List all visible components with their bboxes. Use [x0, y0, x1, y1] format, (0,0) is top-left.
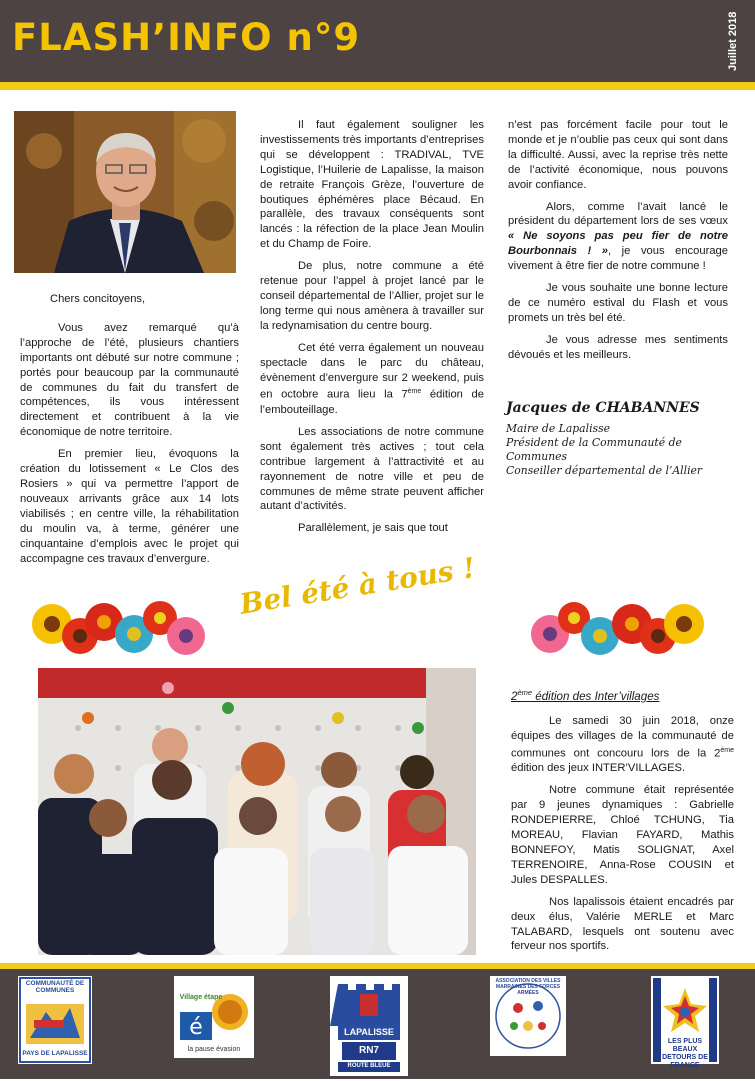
lapalisse-rn7-logo	[330, 976, 408, 1076]
flower-icon	[167, 617, 205, 655]
logo-caption: PAYS DE LAPALISSE	[22, 1050, 88, 1057]
logo-caption: LAPALISSE	[344, 1027, 394, 1037]
logo-caption: Village étape	[179, 994, 223, 1001]
beaux-detours-logo	[651, 976, 719, 1069]
mayor-photo	[14, 111, 236, 273]
mayor-portrait-illustration	[14, 111, 236, 273]
signatory-title: Maire de Lapalisse	[506, 422, 610, 435]
logo-caption: la pause évasion	[187, 1046, 241, 1053]
flower-icon	[664, 604, 704, 644]
intervillages-title	[511, 688, 736, 703]
summer-banner-text: Bel été à tous !	[237, 550, 478, 621]
signature-block	[506, 400, 738, 478]
quote: « Ne soyons pas peu fier de notre Bourbonnais ! »	[508, 230, 728, 258]
intervillages-text	[511, 714, 734, 961]
logo-caption: LES PLUS BEAUX DETOURS DE FRANCE	[662, 1038, 708, 1069]
village-etape-logo	[174, 976, 254, 1058]
letter-paragraph: En premier lieu, évoquons la création du lotissement « Le Clos des Rosiers » qui va permettre l’apport de nouveaux arrivants grâce aux 14 lots viabilisés ; en centre ville, la réhabilitation du moulin va, à terme, générer une cinquantaine d’emplois avec le projet qui accompagne ces travaux d’envergure.	[20, 448, 239, 565]
flowers-decoration-right	[528, 600, 708, 658]
letter-paragraph	[508, 200, 728, 275]
letter-greeting: Chers concitoyens,	[50, 293, 146, 305]
footer-stripe	[0, 963, 755, 969]
signatory-title: Président de la Communauté de Communes	[506, 436, 682, 463]
newsletter-title: FLASH’INFO n°9	[12, 16, 361, 59]
letter-paragraph: Je vous souhaite une bonne lecture de ce numéro estival du Flash et vous promets un très bel été.	[508, 282, 728, 324]
text-fragment: édition des jeux INTER’VILLAGES.	[511, 762, 686, 775]
letter-paragraph: Les associations de notre commune sont également très actives ; tout cela contribue largement à l’attractivité et au rayonnement de notre ville et peu de communes de même strate peuvent afficher autant d’activités.	[260, 425, 484, 513]
text-fragment: Alors, comme l’avait lancé le président du département lors de ses vœux	[508, 200, 728, 228]
flowers-decoration-left	[30, 600, 215, 658]
header-stripe	[0, 82, 755, 90]
group-photo-illustration	[38, 668, 476, 955]
text-fragment: 2	[511, 689, 518, 703]
logo-caption: RN7	[358, 1045, 379, 1056]
letter-column-1	[20, 292, 239, 573]
superscript: ème	[720, 746, 734, 754]
letter-paragraph: De plus, notre commune a été retenue pour l’appel à projet lancé par le conseil départemental de l’Allier, projet sur le long terme qui nous amènera à travailler sur la redynamisation du centre bourg.	[260, 260, 484, 332]
superscript: ème	[407, 388, 422, 396]
letter-paragraph: Je vous adresse mes sentiments dévoués et les meilleurs.	[508, 333, 728, 361]
logo-caption: COMMUNAUTÉ DE COMMUNES	[25, 980, 85, 994]
letter-paragraph: n’est pas forcément facile pour tout le monde et je n’oublie pas ceux qui sont dans la difficulté. Aussi, avec la reprise très nette de l’activité économique, nous pouvons avoir confiance.	[508, 119, 728, 191]
issue-date: Juillet 2018	[727, 11, 739, 71]
text-fragment: , je vous encourage vivement à être fier de notre commune !	[508, 245, 728, 273]
intervillages-group-photo	[38, 668, 476, 955]
signatory-title: Conseiller départemental de l’Allier	[506, 464, 703, 477]
article-paragraph	[511, 714, 734, 776]
community-of-communes-logo	[18, 976, 92, 1064]
signatory-name: Jacques de CHABANNES	[506, 400, 700, 416]
text-fragment: Cet été verra également un nouveau spectacle dans le parc du château, évènement d’envergure sur 2 weekend, puis en octobre aura lieu la 7	[260, 341, 484, 402]
letter-column-3	[508, 118, 728, 370]
letter-column-2	[260, 118, 484, 543]
letter-paragraph: Parallèlement, je sais que tout	[298, 522, 448, 535]
logo-caption: ASSOCIATION DES VILLES MARRAINES DES FORCES ARMÉES	[495, 978, 561, 996]
letter-paragraph: Il faut également souligner les investissements très importants d’entreprises qui se développent : TRADIVAL, TVE Logistique, l’Huilerie de Lapalisse, la maison de retraite François Grèze, l’ouverture de boutiques éphémères place Bécaud. En parallèle, des travaux conséquents sont lancés : la réfection de la place Jean Moulin et du Champ de Foire.	[260, 119, 484, 251]
letter-paragraph	[260, 341, 484, 418]
article-paragraph: Nos lapalissois étaient encadrés par deux élus, Valérie MERLE et Marc TALABARD, lesquels ont soutenu avec ferveur nos sportifs.	[511, 895, 734, 953]
superscript: ème	[517, 688, 533, 697]
text-fragment: Le samedi 30 juin 2018, onze équipes des villages de la communauté de communes ont concouru lors de la 2	[511, 715, 734, 760]
article-paragraph: Notre commune était représentée par 9 jeunes dynamiques : Gabrielle RONDEPIERRE, Chloé TCHUNG, Tia MOREAU, Flavian FAYARD, Mathis BONNEFOY, Matis SOLIGNAT, Axel TERRENOIRE, Anna-Rose COUSIN et Jules DESPALLES.	[511, 784, 734, 886]
letter-paragraph: Vous avez remarqué qu’à l’approche de l’été, plusieurs chantiers importants ont débuté sur notre commune ; portés pour beaucoup par la communauté de communes du fait du transfert de compétences, ils vous intéressent directement et contribuent à la vie économique de notre territoire.	[20, 321, 239, 439]
lapalisse-rn7-icon	[330, 976, 408, 1076]
svg-text:é: é	[189, 1015, 203, 1040]
logo-caption: ROUTE BLEUE	[347, 1063, 391, 1069]
text-fragment: édition des Inter’villages	[532, 689, 660, 703]
text-fragment: édition de l’embouteillage.	[260, 389, 484, 417]
villes-marraines-logo	[490, 976, 566, 1056]
